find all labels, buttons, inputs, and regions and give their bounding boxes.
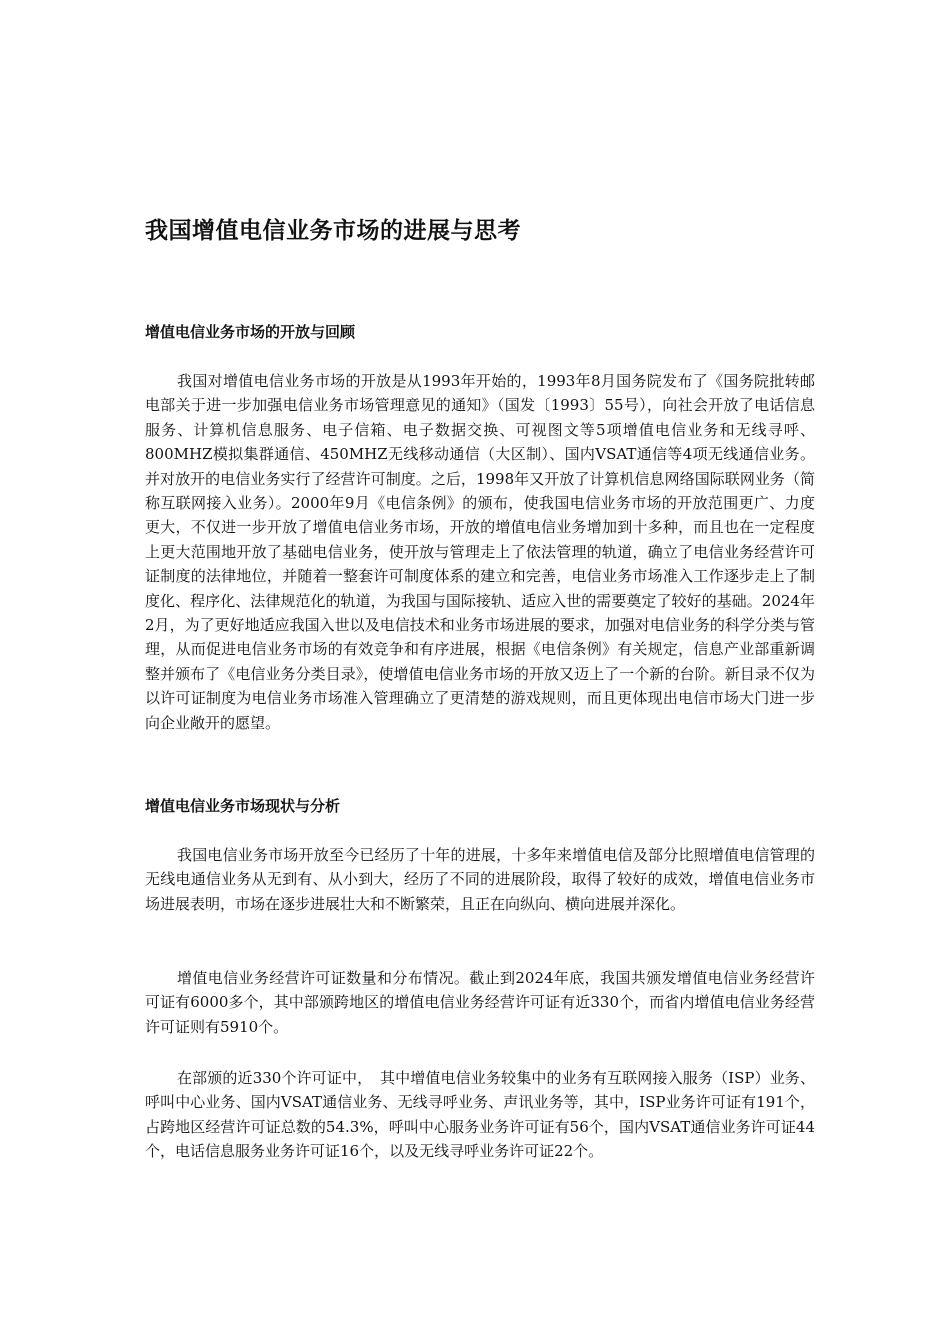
paragraph-license-count: 增值电信业务经营许可证数量和分布情况。截止到2024年底，我国共颁发增值电信业务经营许可证有6000多个，其中部颁跨地区的增值电信业务经营许可证有近330个，而省内增值电信业务经营许可证则有5910个。 <box>145 969 815 1036</box>
paragraph-market-opening-history: 我国对增值电信业务市场的开放是从1993年开始的，1993年8月国务院发布了《国务院批转邮电部关于进一步加强电信业务市场管理意见的通知》（国发〔1993〕55号），向社会开放了电话信息服务、计算机信息服务、电子信箱、电子数据交换、可视图文等5项增值电信业务和无线寻呼、800MHZ模拟集群通信、450MHZ无线移动通信（大区制）、国内VSAT通信等4项无线通信业务。并对放开的电信业务实行了经营许可制度。之后，1998年又开放了计算机信息网络国际联网业务（简称互联网接入业务）。2000年9月《电信条例》的颁布，使我国电信业务市场的开放范围更广、力度更大，不仅进一步开放了增值电信业务市场，开放的增值电信业务增加到十多种，而且也在一定程度上更大范围地开放了基础电信业务，使开放与管理走上了依法管理的轨道，确立了电信业务经营许可证制度的法律地位，并随着一整套许可制度体系的建立和完善，电信业务市场准入工作逐步走上了制度化、程序化、法律规范化的轨道，为我国与国际接轨、适应入世的需要奠定了较好的基础。2024年2月，为了更好地适应我国入世以及电信技术和业务市场进展的要求，加强对电信业务的科学分类与管理，从而促进电信业务市场的有效竞争和有序进展，根据《电信条例》有关规定，信息产业部重新调整并颁布了《电信业务分类目录》，使增值电信业务市场的开放又迈上了一个新的台阶。新目录不仅为以许可证制度为电信业务市场准入管理确立了更清楚的游戏规则，而且更体现出电信市场大门进一步向企业敞开的愿望。 <box>145 372 815 732</box>
section-heading-market-status: 增值电信业务市场现状与分析 <box>145 797 341 815</box>
section-heading-market-opening: 增值电信业务市场的开放与回顾 <box>145 323 356 341</box>
document-title: 我国增值电信业务市场的进展与思考 <box>145 217 521 244</box>
paragraph-market-development: 我国电信业务市场开放至今已经历了十年的进展，十多年来增值电信及部分比照增值电信管理的无线电通信业务从无到有、从小到大，经历了不同的进展阶段，取得了较好的成效，增值电信业务市场进展表明，市场在逐步进展壮大和不断繁荣，且正在向纵向、横向进展并深化。 <box>145 846 815 913</box>
paragraph-license-distribution: 在部颁的近330个许可证中， 其中增值电信业务较集中的业务有互联网接入服务（ISP）业务、呼叫中心业务、国内VSAT通信业务、无线寻呼业务、声讯业务等，其中，ISP业务许可证有191个，占跨地区经营许可证总数的54.3%，呼叫中心服务业务许可证有56个，国内VSAT通信业务许可证44个，电话信息服务业务许可证16个，以及无线寻呼业务许可证22个。 <box>145 1069 815 1161</box>
